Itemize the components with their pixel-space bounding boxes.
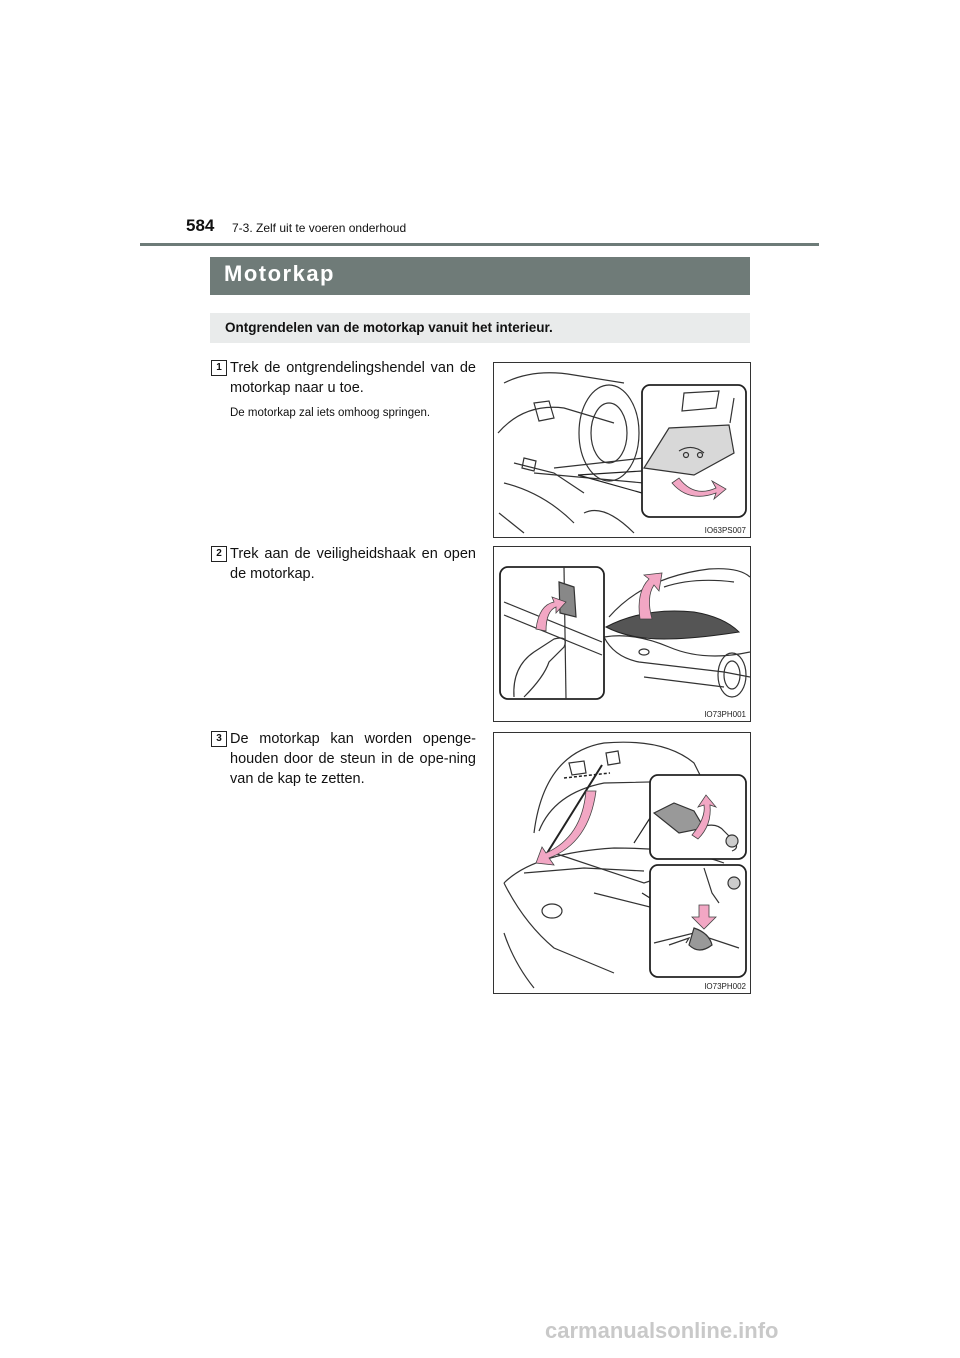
figure-code: IO63PS007 xyxy=(704,526,746,535)
support-rod-illustration xyxy=(494,733,750,993)
title-bar xyxy=(210,257,750,295)
subheading: Ontgrendelen van de motorkap vanuit het interieur. xyxy=(225,320,553,335)
subheading-bar xyxy=(210,313,750,343)
step-number-1: 1 xyxy=(211,360,227,376)
header-divider xyxy=(140,243,819,246)
safety-catch-illustration xyxy=(494,547,750,721)
step-2-text: Trek aan de veiligheidshaak en open de motorkap. xyxy=(230,546,476,582)
figure-safety-catch xyxy=(493,546,751,722)
watermark: carmanualsonline.info xyxy=(545,1318,779,1343)
step-1-note: De motorkap zal iets omhoog springen. xyxy=(230,407,431,419)
figure-code: IO73PH001 xyxy=(704,710,746,719)
page-number: 584 xyxy=(186,216,215,235)
figure-code: IO73PH002 xyxy=(704,982,746,991)
step-1-text: Trek de ontgrendelingshendel van de motorkap naar u toe. xyxy=(230,360,476,396)
step-number-3: 3 xyxy=(211,731,227,747)
figure-release-lever xyxy=(493,362,751,538)
step-number-2: 2 xyxy=(211,546,227,562)
section-title: 7-3. Zelf uit te voeren onderhoud xyxy=(232,221,407,235)
page-title: Motorkap xyxy=(224,261,335,286)
release-lever-illustration xyxy=(494,363,750,537)
step-3-text: De motorkap kan worden openge-houden door de steun in de ope-ning van de kap te zetten. xyxy=(230,731,476,787)
figure-support-rod xyxy=(493,732,751,994)
